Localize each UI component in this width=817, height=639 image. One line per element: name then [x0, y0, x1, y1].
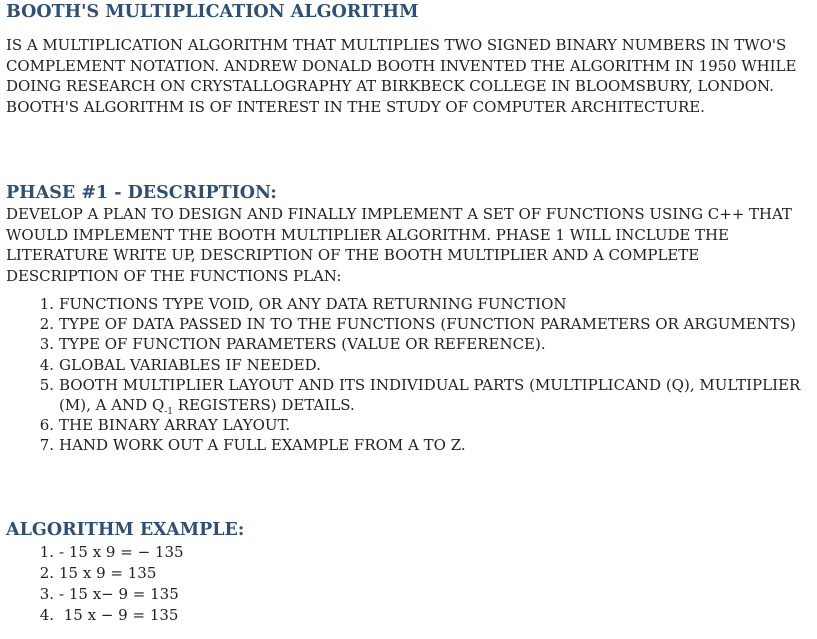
list-item-number: 6.	[39, 416, 54, 435]
phase-heading: PHASE #1 - DESCRIPTION:	[6, 183, 277, 203]
list-item-subscript: -1	[164, 407, 174, 418]
list-item	[6, 334, 814, 354]
example-item-text: 15 x 9 = 135	[59, 564, 157, 582]
list-item	[6, 355, 814, 375]
example-item	[6, 584, 814, 605]
list-item	[6, 435, 814, 455]
list-item-number: 5.	[39, 375, 54, 394]
example-item	[6, 542, 814, 563]
list-item-text: FUNCTIONS TYPE VOID, OR ANY DATA RETURNING FUNCTION	[59, 295, 567, 313]
example-heading: ALGORITHM EXAMPLE:	[6, 520, 245, 540]
list-item-text: THE BINARY ARRAY LAYOUT.	[59, 416, 291, 435]
example-item-number: 1.	[39, 543, 54, 561]
example-item-text: - 15 x− 9 = 135	[59, 585, 179, 603]
list-item-number: 4.	[39, 355, 54, 374]
example-item-number: 4.	[39, 606, 54, 624]
list-item-number: 7.	[39, 436, 54, 455]
list-item-text-before: BOOTH MULTIPLIER LAYOUT AND ITS INDIVIDUAL PARTS (MULTIPLICAND (Q), MULTIPLIER (M), A AND Q	[59, 375, 801, 415]
list-item	[6, 415, 814, 435]
example-item-text: - 15 x 9 = − 135	[59, 543, 184, 561]
example-item-number: 3.	[39, 585, 54, 603]
list-item-text: HAND WORK OUT A FULL EXAMPLE FROM A TO Z.	[59, 436, 466, 455]
list-item-text: GLOBAL VARIABLES IF NEEDED.	[59, 355, 321, 374]
example-item	[6, 563, 814, 584]
list-item	[6, 314, 814, 334]
list-item-text-after: REGISTERS) DETAILS.	[173, 396, 355, 415]
list-item-text: TYPE OF FUNCTION PARAMETERS (VALUE OR REFERENCE).	[59, 335, 546, 354]
intro-paragraph: IS A MULTIPLICATION ALGORITHM THAT MULTIPLIES TWO SIGNED BINARY NUMBERS IN TWO'S COMPLEMENT NOTATION. ANDREW DONALD BOOTH INVENTED THE ALGORITHM IN 1950 WHILE DOING RESEARCH ON CRYSTALLOGRAPHY AT BIRKBECK COLLEGE IN BLOOMSBURY, LONDON. BOOTH'S ALGORITHM IS OF INTEREST IN THE STUDY OF COMPUTER ARCHITECTURE.	[6, 36, 797, 116]
phase-description: DEVELOP A PLAN TO DESIGN AND FINALLY IMPLEMENT A SET OF FUNCTIONS USING C++ THAT WOULD IMPLEMENT THE BOOTH MULTIPLIER ALGORITHM. PHASE 1 WILL INCLUDE THE LITERATURE WRITE UP, DESCRIPTION OF THE BOOTH MULTIPLIER AND A COMPLETE DESCRIPTION OF THE FUNCTIONS PLAN:	[6, 205, 792, 285]
list-item	[6, 294, 814, 314]
list-item-number: 3.	[39, 335, 54, 354]
document-title: BOOTH'S MULTIPLICATION ALGORITHM	[6, 2, 419, 22]
example-item-text: 15 x − 9 = 135	[59, 606, 179, 624]
list-item	[6, 375, 814, 418]
example-item-number: 2.	[39, 564, 54, 582]
example-item	[6, 605, 814, 626]
list-item-number: 2.	[39, 315, 54, 334]
list-item-text: TYPE OF DATA PASSED IN TO THE FUNCTIONS (FUNCTION PARAMETERS OR ARGUMENTS)	[59, 315, 796, 334]
phase-items-list	[6, 294, 814, 456]
examples-list	[6, 542, 814, 626]
list-item-number: 1.	[39, 295, 54, 313]
